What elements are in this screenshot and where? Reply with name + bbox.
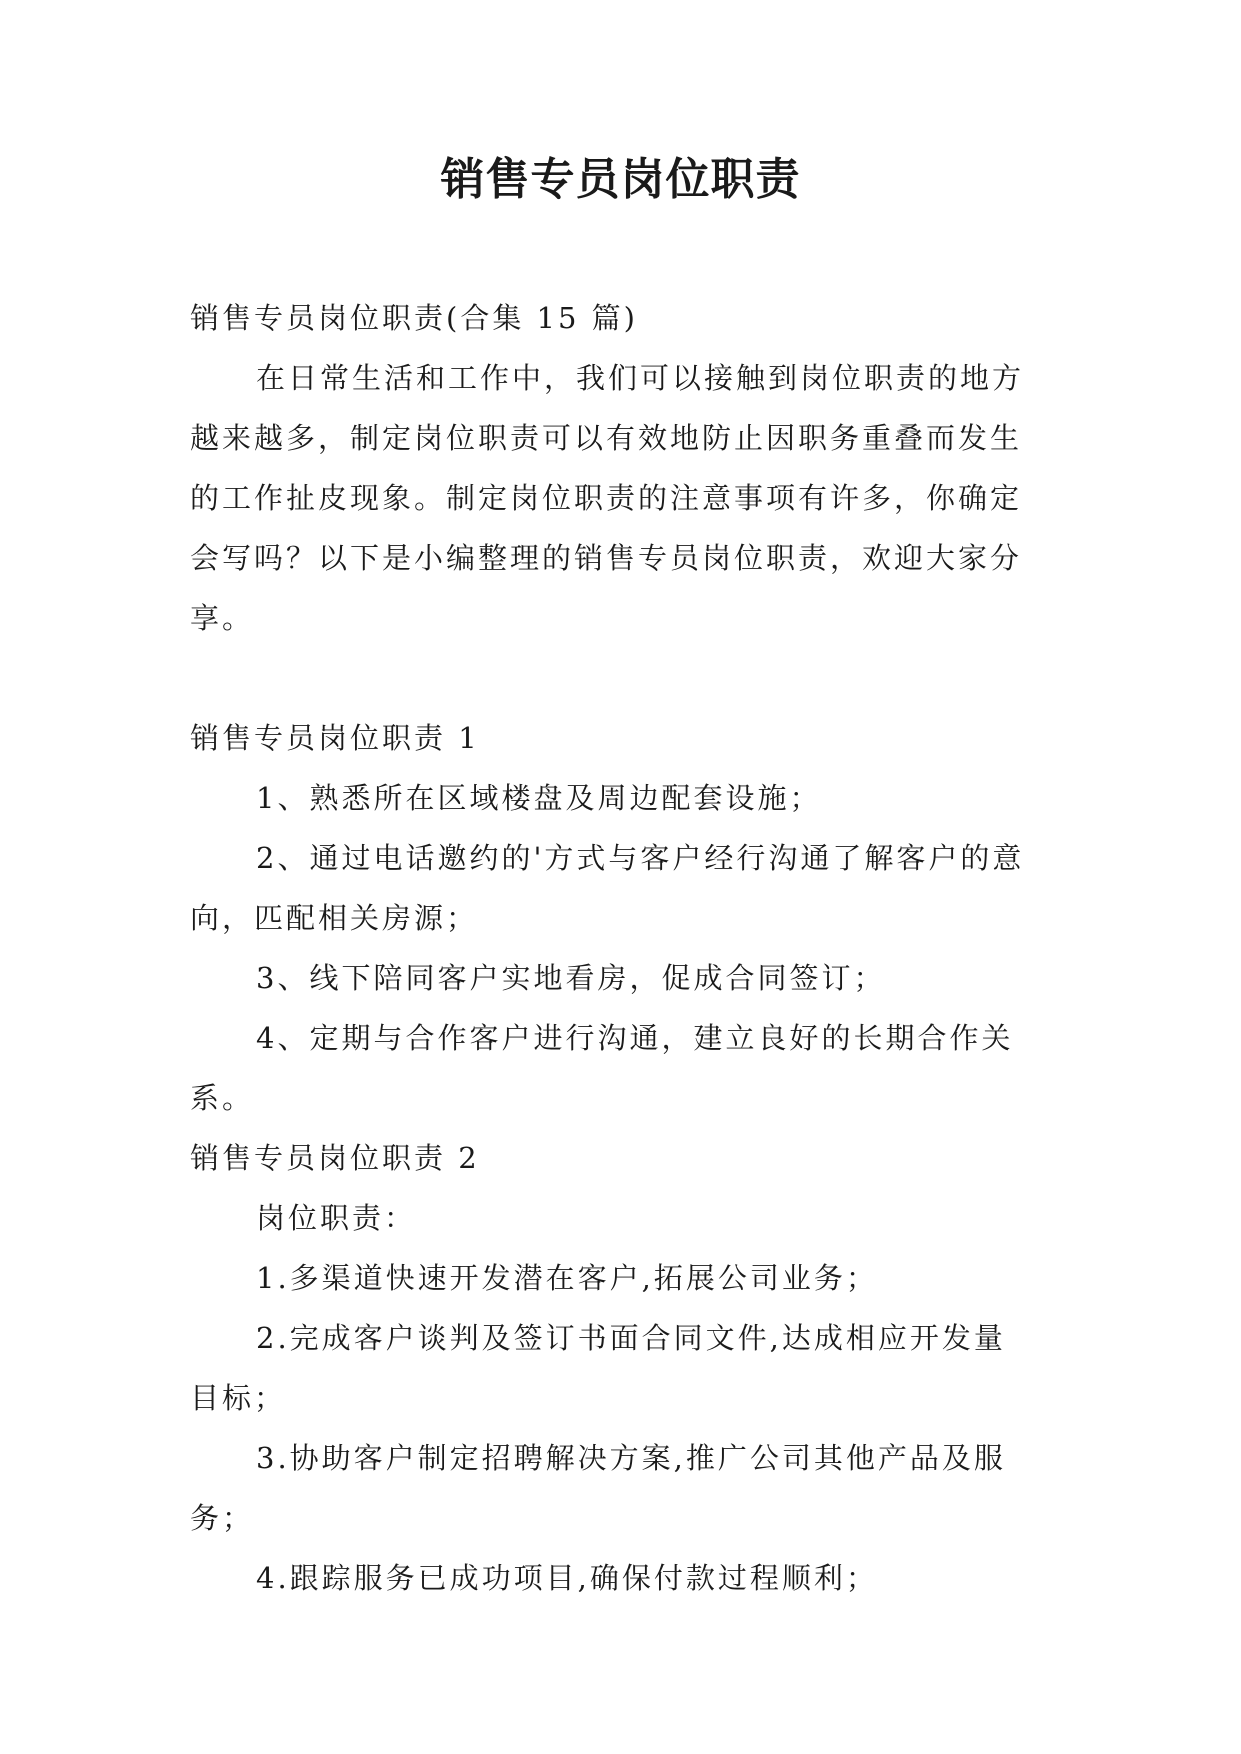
paragraph-spacer [190, 648, 1045, 708]
section-line: 3、线下陪同客户实地看房，促成合同签订； [256, 961, 886, 995]
section-line: 2、通过电话邀约的'方式与客户经行沟通了解客户的意 [256, 841, 1025, 875]
intro-paragraph-line: 的工作扯皮现象。制定岗位职责的注意事项有许多，你确定 [190, 481, 1023, 515]
document-body [190, 288, 1045, 1608]
section-line: 系。 [190, 1081, 255, 1115]
intro-paragraph-line: 越来越多，制定岗位职责可以有效地防止因职务重叠而发生 [190, 421, 1023, 455]
intro-paragraph-line: 享。 [190, 601, 255, 635]
section-line: 4、定期与合作客户进行沟通，建立良好的长期合作关 [256, 1021, 1014, 1055]
section-line: 务； [190, 1501, 255, 1535]
intro-paragraph-line: 会写吗？以下是小编整理的销售专员岗位职责，欢迎大家分 [190, 541, 1023, 575]
section-heading: 销售专员岗位职责 1 [190, 721, 480, 755]
intro-paragraph-line: 在日常生活和工作中，我们可以接触到岗位职责的地方 [256, 361, 1025, 395]
section-line: 1、熟悉所在区域楼盘及周边配套设施； [256, 781, 822, 815]
document-subtitle: 销售专员岗位职责(合集 15 篇) [190, 301, 638, 335]
section-line: 4.跟踪服务已成功项目,确保付款过程顺利； [256, 1561, 878, 1595]
section-line: 向，匹配相关房源； [190, 901, 479, 935]
section-line: 2.完成客户谈判及签订书面合同文件,达成相应开发量 [256, 1321, 1006, 1355]
section-line: 1.多渠道快速开发潜在客户,拓展公司业务； [256, 1261, 878, 1295]
section-line: 3.协助客户制定招聘解决方案,推广公司其他产品及服 [256, 1441, 1006, 1475]
section-heading: 销售专员岗位职责 2 [190, 1141, 480, 1175]
section-line: 目标； [190, 1381, 287, 1415]
section-line: 岗位职责： [256, 1201, 417, 1235]
document-title: 销售专员岗位职责 [440, 154, 801, 205]
